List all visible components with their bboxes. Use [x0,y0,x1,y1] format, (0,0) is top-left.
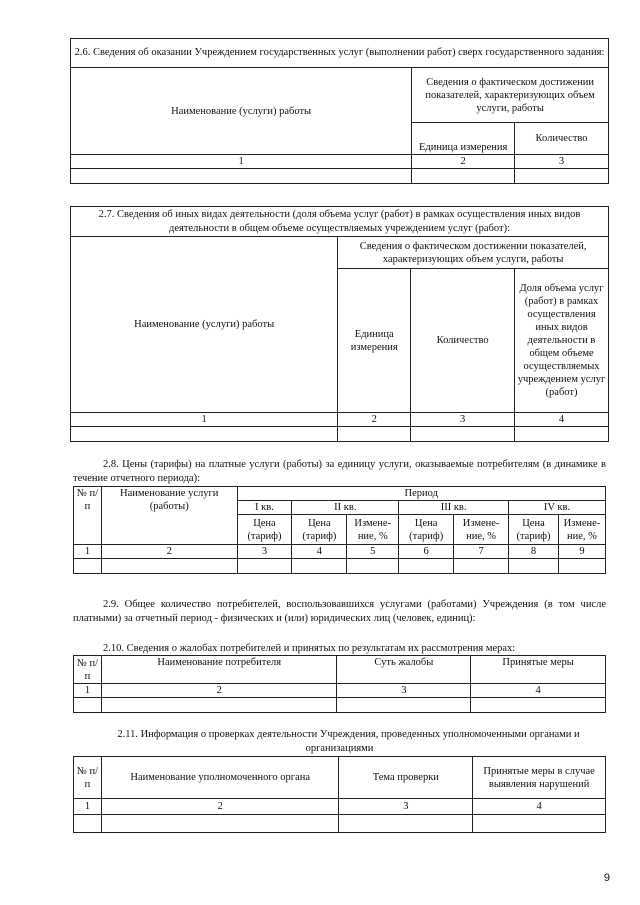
col-unit: Единица измерения [338,269,411,413]
col-topic: Тема проверки [339,757,473,799]
num-cell: 3 [339,799,473,815]
num-cell: 3 [411,413,515,427]
col-info: Сведения о фактическом достижении показателей, характеризующих объем услуги, работы [338,237,609,269]
section-2-11-title: 2.11. Информация о проверках деятельности Учреждения, проведенных уполномоченными органами и организациями [117,729,580,754]
col-measures: Принятые меры [471,656,606,684]
num-cell: 2 [338,413,411,427]
empty-cell [337,698,471,713]
col-name: Наименование (услуги) работы [71,68,412,155]
empty-cell [399,559,454,574]
empty-cell [558,559,605,574]
num-cell: 4 [292,545,347,559]
section-2-7-title: 2.7. Сведения об иных видах деятельности (доля объема услуг (работ) в рамках осуществления иных видов деятельности в общем объеме осуществляемых учреждением услуг (работ): [71,207,609,237]
num-cell: 4 [471,684,606,698]
col-unit: Единица измерения [412,123,515,155]
num-cell: 4 [473,799,606,815]
num-cell: 2 [412,155,515,169]
num-cell: 2 [101,545,237,559]
section-2-6-title: 2.6. Сведения об оказании Учреждением государственных услуг (выполнении работ) сверх государственного задания: [71,39,609,68]
col-no: № п/п [74,757,102,799]
table-2-8 [73,486,606,574]
num-cell: 1 [74,799,102,815]
col-qty: Количество [515,123,609,155]
num-cell: 3 [237,545,292,559]
table-2-7 [70,206,609,442]
col-name: Наименование (услуги) работы [71,237,338,413]
num-cell: 3 [515,155,609,169]
num-cell: 1 [71,413,338,427]
num-cell: 8 [509,545,559,559]
col-measures: Принятые меры в случае выявления нарушений [473,757,606,799]
price-col: Цена (тариф) [509,515,559,545]
empty-cell [412,169,515,184]
empty-cell [292,559,347,574]
empty-cell [473,815,606,833]
q3: III кв. [399,501,509,515]
num-cell: 9 [558,545,605,559]
col-no: № п/п [74,487,102,545]
empty-cell [101,815,339,833]
empty-cell [71,169,412,184]
table-2-6 [70,38,609,184]
num-cell: 1 [71,155,412,169]
col-essence: Суть жалобы [337,656,471,684]
change-col: Измене-ние, % [347,515,399,545]
col-no: № п/п [74,656,102,684]
num-cell: 2 [101,799,339,815]
price-col: Цена (тариф) [399,515,454,545]
empty-cell [515,427,609,442]
num-cell: 6 [399,545,454,559]
num-cell: 5 [347,545,399,559]
num-cell: 4 [515,413,609,427]
section-2-8-title: 2.8. Цены (тарифы) на платные услуги (работы) за единицу услуги, оказываемые потребителям (в динамике в течение отчетного периода): [73,459,606,484]
q4: IV кв. [509,501,606,515]
empty-cell [101,698,337,713]
empty-cell [515,169,609,184]
num-cell: 1 [74,545,102,559]
price-col: Цена (тариф) [237,515,292,545]
empty-cell [237,559,292,574]
section-2-10-title: 2.10. Сведения о жалобах потребителей и принятых по результатам их рассмотрения мерах: [103,643,516,654]
empty-cell [338,427,411,442]
table-2-11 [73,756,606,833]
num-cell: 1 [74,684,102,698]
q2: II кв. [292,501,399,515]
empty-cell [101,559,237,574]
empty-cell [454,559,509,574]
col-info: Сведения о фактическом достижении показателей, характеризующих объем услуги, работы [412,68,609,123]
change-col: Измене-ние, % [558,515,605,545]
empty-cell [411,427,515,442]
col-name: Наименование уполномоченного органа [101,757,339,799]
page-number: 9 [603,872,610,884]
col-name: Наименование потребителя [101,656,337,684]
empty-cell [339,815,473,833]
empty-cell [74,559,102,574]
col-share: Доля объема услуг (работ) в рамках осуществления иных видов деятельности в общем объеме осуществляемых учреждением услуг (работ) [515,269,609,413]
num-cell: 3 [337,684,471,698]
change-col: Измене-ние, % [454,515,509,545]
empty-cell [347,559,399,574]
empty-cell [509,559,559,574]
col-name: Наименование услуги (работы) [101,487,237,545]
num-cell: 2 [101,684,337,698]
q1: I кв. [237,501,292,515]
price-col: Цена (тариф) [292,515,347,545]
empty-cell [74,815,102,833]
num-cell: 7 [454,545,509,559]
section-2-9-text: 2.9. Общее количество потребителей, воспользовавшихся услугами (работами) Учреждения (в том числе платными) за отчетный период - физических и (или) юридических лиц (человек, единиц): [73,599,606,624]
col-period: Период [237,487,605,501]
empty-cell [74,698,102,713]
table-2-10 [73,655,606,713]
empty-cell [71,427,338,442]
empty-cell [471,698,606,713]
col-qty: Количество [411,269,515,413]
